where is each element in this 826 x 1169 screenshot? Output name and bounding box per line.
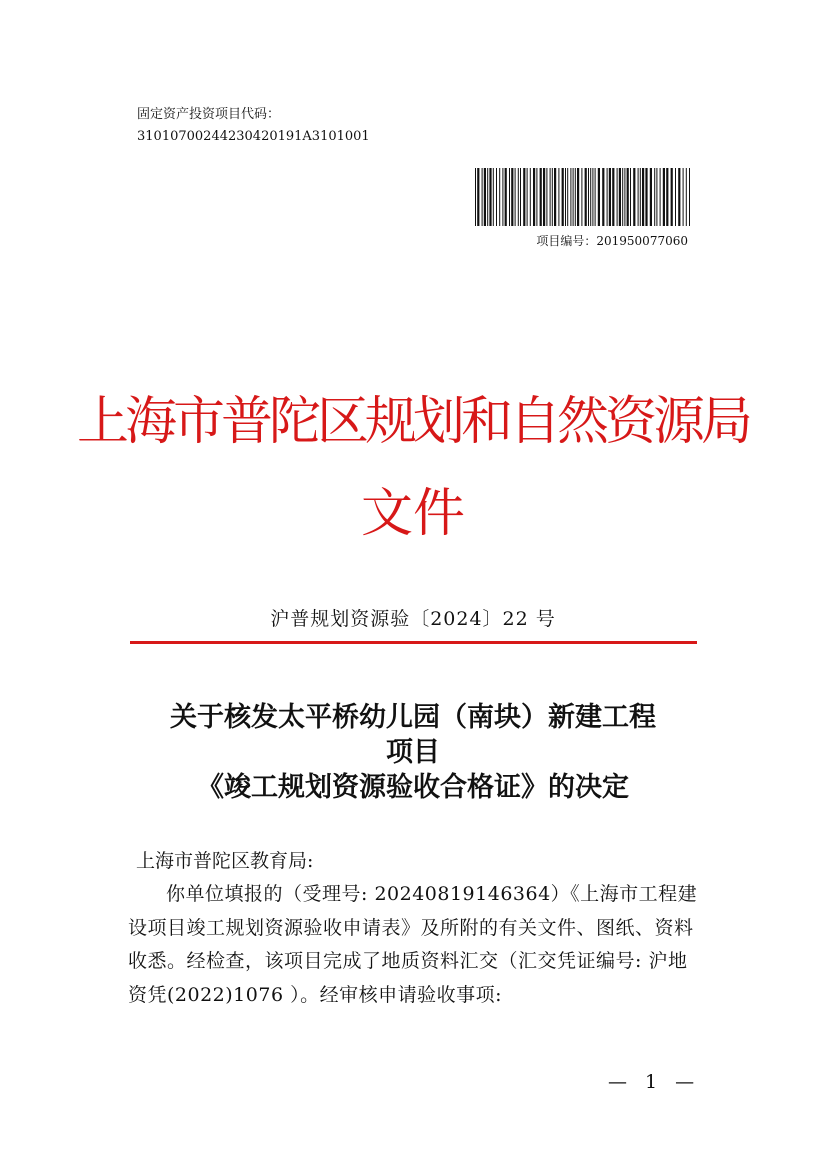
barcode-bar [612, 168, 614, 226]
barcode-bar [523, 168, 525, 226]
barcode-bar [598, 168, 600, 226]
barcode-bar [550, 168, 551, 226]
barcode-bar [640, 168, 641, 226]
barcode-bar [552, 168, 553, 226]
barcode-bar [678, 168, 680, 226]
barcode-bar [509, 168, 510, 226]
barcode-bar [567, 168, 568, 226]
barcode-bar [530, 168, 531, 226]
barcode-bar [511, 168, 513, 226]
barcode-bar [475, 168, 476, 226]
barcode-bar [581, 168, 582, 226]
barcode-bar [654, 168, 655, 226]
barcode-bar [602, 168, 604, 226]
barcode-bar [619, 168, 621, 226]
barcode-bar [527, 168, 528, 226]
barcode-bar [540, 168, 542, 226]
barcode-bar [590, 168, 591, 226]
barcode-bar [487, 168, 488, 226]
barcode-bar [533, 168, 535, 226]
barcode-bar [627, 168, 629, 226]
barcode-bar [666, 168, 668, 226]
barcode-bar [543, 168, 545, 226]
barcode-bar [689, 168, 690, 226]
project-number: 项目编号：201950077060 [536, 234, 688, 248]
barcode-bar [642, 168, 644, 226]
barcode-bar [633, 168, 635, 226]
barcode-bar [660, 168, 661, 226]
barcode-bar [686, 168, 687, 226]
barcode-bar [656, 168, 657, 226]
barcode-bar [577, 168, 579, 226]
barcode-bar [554, 168, 556, 226]
barcode-bar [663, 168, 665, 226]
barcode-bar [482, 168, 483, 226]
barcode-bar [645, 168, 647, 226]
document-number: 沪普规划资源验〔2024〕22 号 [270, 608, 556, 630]
barcode-bar [499, 168, 500, 226]
barcode-bar [546, 168, 547, 226]
red-divider [130, 641, 697, 644]
barcode-bar [595, 168, 596, 226]
barcode-bar [592, 168, 593, 226]
barcode-bar [505, 168, 507, 226]
barcode-bar [675, 168, 676, 226]
barcode-bar [565, 168, 566, 226]
title-line-3: 《竣工规划资源验收合格证》的决定 [197, 772, 629, 803]
barcode-bar [515, 168, 516, 226]
barcode-bar [607, 168, 608, 226]
title-line-1: 关于核发太平桥幼儿园（南块）新建工程 [170, 702, 656, 733]
barcode-bar [502, 168, 503, 226]
barcode-bar [638, 168, 639, 226]
barcode-bar [573, 168, 574, 226]
barcode-bar [520, 168, 521, 226]
barcode-bar [493, 168, 494, 226]
recipient: 上海市普陀区教育局: [136, 850, 314, 872]
document-type-label: 文件 [360, 484, 465, 544]
barcode-bar [477, 168, 479, 226]
body-paragraph: 你单位填报的（受理号: 20240819146364）《上海市工程建设项目竣工规划资源验收申请表》及所附的有关文件、图纸、资料收悉。经检查，该项目完成了地质资料汇交（汇交凭证编号: 沪地资凭(2022)1076 ）。经审核申请验收事项: [128, 883, 698, 1006]
barcode-bar [671, 168, 673, 226]
agency-name: 上海市普陀区规划和自然资源局 [76, 392, 749, 452]
barcode-bar [536, 168, 537, 226]
barcode-bar [650, 168, 652, 226]
barcode-bar [575, 168, 576, 226]
barcode-bar [489, 168, 491, 226]
barcode-bar [630, 168, 631, 226]
barcode-bar [609, 168, 611, 226]
title-line-2: 项目 [386, 737, 440, 768]
barcode-bar [496, 168, 497, 226]
barcode-bar [562, 168, 564, 226]
fixed-asset-code: 31010700244230420191A3101001 [137, 129, 370, 144]
document-title [0, 700, 826, 805]
fixed-asset-code-block [137, 104, 370, 148]
fixed-asset-label: 固定资产投资项目代码： [137, 107, 281, 122]
barcode-bar [484, 168, 486, 226]
barcode-bar [622, 168, 623, 226]
barcode-bar [585, 168, 587, 226]
page-number: — 1 — [608, 1071, 701, 1093]
barcode-bar [617, 168, 618, 226]
barcode [474, 168, 692, 226]
barcode-bar [624, 168, 625, 226]
barcode-bar [588, 168, 589, 226]
barcode-bar [558, 168, 559, 226]
barcode-bar [518, 168, 519, 226]
barcode-bar [683, 168, 684, 226]
barcode-bar [570, 168, 571, 226]
